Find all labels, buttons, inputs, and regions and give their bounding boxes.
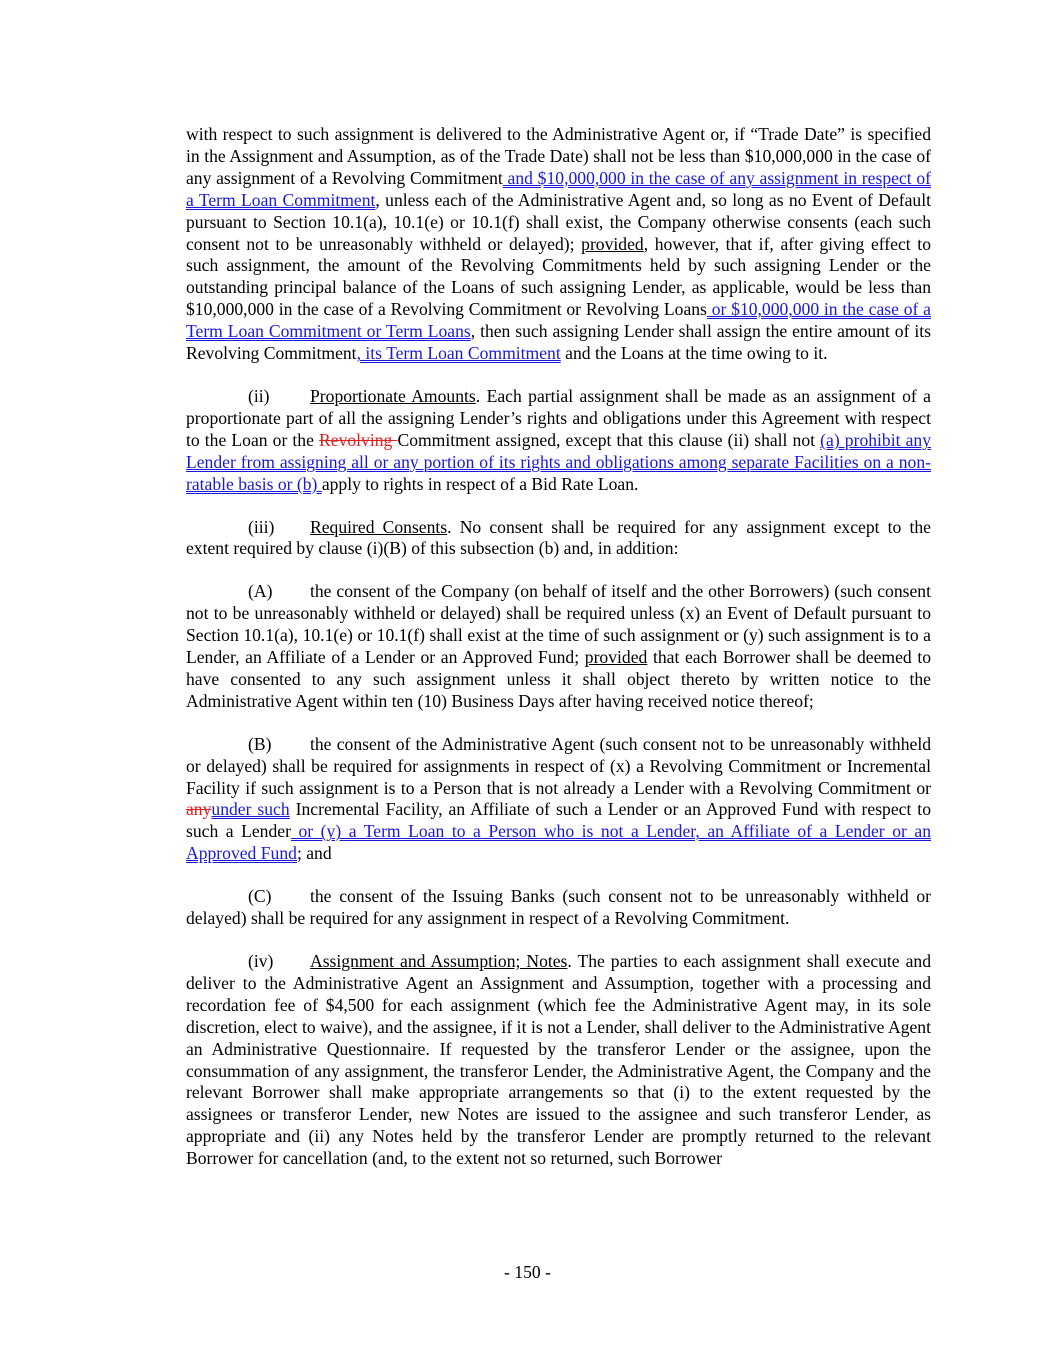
document-page (186, 124, 931, 1191)
deleted-text: any (186, 799, 212, 820)
text: that each Borrower shall be deemed to have consented to any such assignment unless it shall object thereto by written notice to the Administrative Agent within ten (10) Business Days after having received notice thereof; (186, 647, 931, 711)
inserted-text: or $10,000,000 in the case of a Term Loan Commitment or Term Loans (186, 299, 931, 342)
clause-label: (A) (248, 581, 273, 602)
text: the consent of the Company (on behalf of itself and the other Borrowers) (such consent not to be unreasonably withheld or delayed) shall be required unless (x) an Event of Default pursuant to Section 10.1(a), 10.1(e) or 10.1(f) shall exist at the time of such assignment or (y) such assignment is to a Lender, an Affiliate of a Lender or an Approved Fund; (186, 581, 931, 668)
text: ; and (296, 843, 332, 864)
text: Commitment assigned, except that this clause (ii) shall not (397, 429, 821, 450)
clause-label: (iv) (248, 951, 274, 971)
paragraph-consent-company (186, 581, 931, 712)
clause-label: (B) (248, 733, 272, 754)
text: apply to rights in respect of a Bid Rate Loan. (321, 473, 639, 494)
paragraph-minimum-assignment (186, 124, 931, 365)
text: and the Loans at the time owing to it. (560, 343, 828, 364)
inserted-text: , its Term Loan Commitment (356, 343, 561, 364)
provided-term: provided (581, 233, 644, 254)
clause-heading: Proportionate Amounts (310, 385, 476, 406)
inserted-text: (a) prohibit any Lender from assigning all or any portion of its rights and obligations among separate Facilities on a non-ratable basis or (b) (186, 429, 932, 494)
inserted-text: or (y) a Term Loan to a Person who is not a Lender, an Affiliate of a Lender or an Approved Fund (186, 821, 931, 864)
text: . The parties to each assignment shall execute and deliver to the Administrative Agent an Assignment and Assumption, together with a processing and recordation fee of $4,500 for each assignment (which fee the Administrative Agent may, in its sole discretion, elect to waive), and the assignee, if it is not a Lender, shall deliver to the Administrative Agent an Administrative Questionnaire. If requested by the transferor Lender or the assignee, upon the consummation of any assignment, the transferor Lender, the Administrative Agent, the Company and the relevant Borrower shall make appropriate arrangements so that (i) to the extent requested by the assignees or transferor Lender, new Notes are issued to the assignee and such transferor Lender, as appropriate and (ii) any Notes held by the transferor Lender are promptly returned to the relevant Borrower for cancellation (and, to the extent not so returned, such Borrower (186, 951, 931, 1169)
page-number: - 150 - (504, 1262, 551, 1282)
text: with respect to such assignment is delivered to the Administrative Agent or, if “Trade Date” is specified in the Assignment and Assumption, as of the Trade Date) shall not be less than $10,000,000 in the case of any assignment of a Revolving Commitment (186, 124, 931, 188)
paragraph-consent-admin-agent (186, 734, 931, 865)
clause-label: (ii) (248, 385, 270, 406)
text: . No consent shall be required for any assignment except to the extent required by clause (i)(B) of this subsection (b) and, in addition: (186, 516, 931, 559)
inserted-text: and $10,000,000 in the case of any assignment in respect of a Term Loan Commitment (186, 167, 932, 210)
clause-label: (iii) (248, 516, 275, 537)
text: . Each partial assignment shall be made as an assignment of a proportionate part of all the assigning Lender’s rights and obligations under this Agreement with respect to the Loan or the (186, 385, 931, 450)
paragraph-consent-issuing-banks (186, 886, 931, 930)
text: the consent of the Administrative Agent (such consent not to be unreasonably withheld or delayed) shall be required for assignments in respect of (x) a Revolving Commitment or Incremental Facility if such assignment is to a Person that is not already a Lender with a Revolving Commitment or (186, 733, 931, 798)
paragraph-proportionate-amounts (186, 386, 931, 496)
clause-heading: Assignment and Assumption; Notes (310, 951, 568, 971)
text: , unless each of the Administrative Agent and, so long as no Event of Default pursuant to Section 10.1(a), 10.1(e) or 10.1(f) shall exist, the Company otherwise consents (each such consent not to be unreasonably withheld or delayed); (186, 189, 931, 254)
clause-label: (C) (248, 886, 272, 907)
paragraph-assignment-notes (186, 951, 931, 1170)
text: the consent of the Issuing Banks (such consent not to be unreasonably withheld or delayed) shall be required for any assignment in respect of a Revolving Commitment. (186, 886, 931, 929)
inserted-text: under such (211, 799, 290, 820)
text: , however, that if, after giving effect to such assignment, the amount of the Revolving Commitments held by such assigning Lender or the outstanding principal balance of the Loans of such assigning Lender, as applicable, would be less than $10,000,000 in the case of a Revolving Commitment or Revolving Loans (186, 233, 931, 320)
paragraph-required-consents (186, 517, 931, 561)
clause-heading: Required Consents (310, 516, 448, 537)
text: , then such assigning Lender shall assign the entire amount of its Revolving Commitment (186, 321, 931, 364)
deleted-text: Revolving (319, 429, 398, 450)
text: Incremental Facility, an Affiliate of such a Lender or an Approved Fund with respect to such a Lender (186, 799, 931, 842)
provided-term: provided (584, 647, 648, 668)
